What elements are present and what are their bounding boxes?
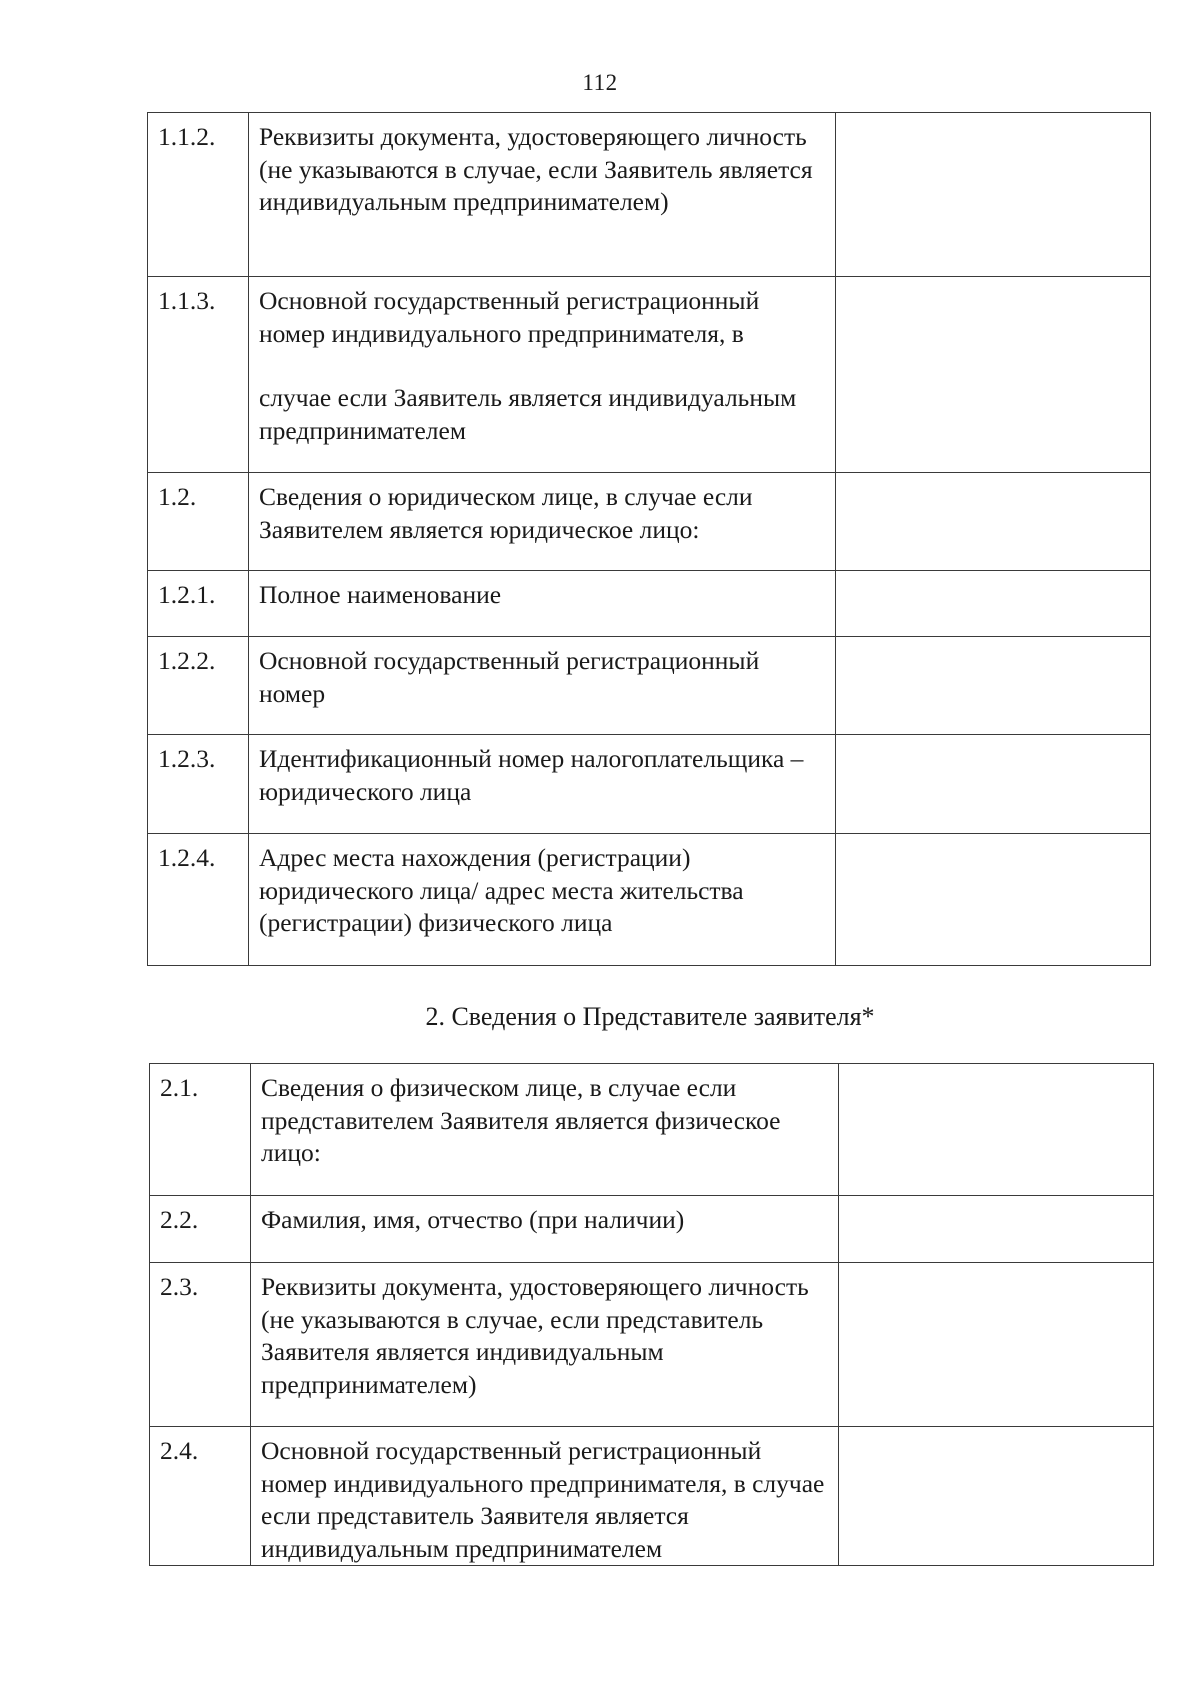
row-label: Фамилия, имя, отчество (при наличии) xyxy=(251,1196,839,1263)
row-label xyxy=(249,277,836,473)
row-number: 1.1.2. xyxy=(148,113,249,277)
row-label: Сведения о физическом лице, в случае если представителем Заявителя является физическое лицо: xyxy=(251,1064,839,1196)
row-value-cell[interactable] xyxy=(839,1427,1154,1566)
row-value-cell[interactable] xyxy=(839,1263,1154,1427)
row-label: Сведения о юридическом лице, в случае если Заявителем является юридическое лицо: xyxy=(249,473,836,571)
row-value-cell[interactable] xyxy=(839,1196,1154,1263)
table-row xyxy=(148,637,1151,735)
applicant-details-table xyxy=(147,112,1151,966)
row-number: 2.1. xyxy=(150,1064,251,1196)
row-number: 1.1.3. xyxy=(148,277,249,473)
row-label: Реквизиты документа, удостоверяющего личность (не указываются в случае, если представитель Заявителя является индивидуальным предпринимателем) xyxy=(251,1263,839,1427)
page-number: 112 xyxy=(582,70,618,95)
row-number: 2.4. xyxy=(150,1427,251,1566)
row-number: 1.2.4. xyxy=(148,834,249,966)
row-value-cell[interactable] xyxy=(839,1064,1154,1196)
table-row xyxy=(148,834,1151,966)
table-row xyxy=(148,571,1151,637)
row-value-cell[interactable] xyxy=(836,113,1151,277)
row-label: Основной государственный регистрационный номер индивидуального предпринимателя, в случае если представитель Заявителя является индивидуальным предпринимателем xyxy=(251,1427,839,1566)
row-number: 1.2.1. xyxy=(148,571,249,637)
table-row xyxy=(150,1427,1154,1566)
blank-line xyxy=(259,350,825,382)
row-value-cell[interactable] xyxy=(836,735,1151,834)
row-label: Адрес места нахождения (регистрации) юридического лица/ адрес места жительства (регистрации) физического лица xyxy=(249,834,836,966)
row-value-cell[interactable] xyxy=(836,637,1151,735)
table-row xyxy=(148,277,1151,473)
row-label: Идентификационный номер налогоплательщика – юридического лица xyxy=(249,735,836,834)
row-label: Основной государственный регистрационный номер xyxy=(249,637,836,735)
row-number: 2.2. xyxy=(150,1196,251,1263)
table-row xyxy=(150,1064,1154,1196)
table-row xyxy=(150,1196,1154,1263)
row-number: 2.3. xyxy=(150,1263,251,1427)
table-row xyxy=(150,1263,1154,1427)
row-label-part: Основной государственный регистрационный номер индивидуального предпринимателя, в xyxy=(259,286,760,348)
row-label: Полное наименование xyxy=(249,571,836,637)
row-number: 1.2.3. xyxy=(148,735,249,834)
row-label: Реквизиты документа, удостоверяющего личность (не указываются в случае, если Заявитель является индивидуальным предпринимателем) xyxy=(249,113,836,277)
table-row xyxy=(148,735,1151,834)
table-row xyxy=(148,113,1151,277)
row-number: 1.2. xyxy=(148,473,249,571)
row-label-part: случае если Заявитель является индивидуальным предпринимателем xyxy=(259,383,797,445)
row-value-cell[interactable] xyxy=(836,473,1151,571)
row-number: 1.2.2. xyxy=(148,637,249,735)
row-value-cell[interactable] xyxy=(836,277,1151,473)
section-heading: 2. Сведения о Представителе заявителя* xyxy=(425,1002,875,1031)
row-value-cell[interactable] xyxy=(836,834,1151,966)
row-value-cell[interactable] xyxy=(836,571,1151,637)
table-row xyxy=(148,473,1151,571)
representative-details-table xyxy=(149,1063,1154,1566)
